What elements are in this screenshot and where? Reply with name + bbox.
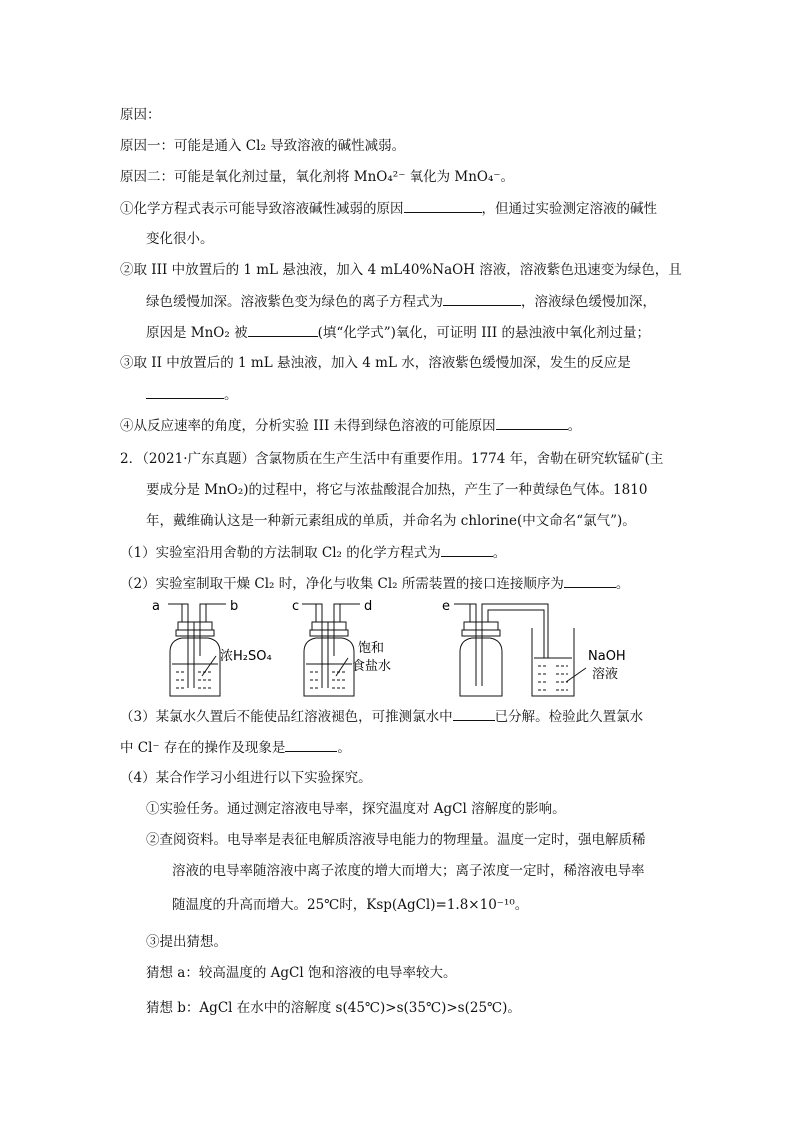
sub-question-3 [120,706,643,727]
hypothesis-b: 猜想 b：AgCl 在水中的溶解度 s(45℃)>s(35℃)>s(25℃)。 [146,1000,521,1016]
wash-bottle-brine [302,604,360,696]
sub-question-4-task: ①实验任务。通过测定溶液电导率，探究温度对 AgCl 溶解度的影响。 [146,801,566,817]
question-4-end: 。 [567,418,582,434]
problem-2-line-2: 要成分是 MnO₂)的过程中，将它与浓盐酸混合加热，产生了一种黄绿色气体。1810 [146,482,648,498]
sub-question-2-end: 。 [615,576,630,592]
sub-question-4-info: ②查阅资料。电导率是表征电解质溶液导电能力的物理量。温度一定时，强电解质稀 [146,832,646,848]
reason-one: 原因一：可能是通入 Cl₂ 导致溶液的碱性减弱。 [120,138,406,154]
brine-label-2: 食盐水 [352,659,392,674]
reason-two: 原因二：可能是氧化剂过量，氧化剂将 MnO₄²⁻ 氧化为 MnO₄⁻。 [120,169,515,185]
sub-question-3-end: 。 [337,740,351,756]
sub-question-4-hypothesis: ③提出猜想。 [146,934,227,950]
answer-blank[interactable] [404,198,482,213]
question-2-text-c: (填“化学式”)氧化，可证明 III 的悬浊液中氧化剂过量； [317,325,651,341]
hypothesis-a: 猜想 a：较高温度的 AgCl 饱和溶液的电导率较大。 [146,965,457,981]
sub-question-3-line-2 [120,737,351,758]
question-3-line: ③取 II 中放置后的 1 mL 悬浊液，加入 4 mL 水，溶液紫色缓慢加深，发生的反应是 [120,355,631,371]
naoh-label-2: 溶液 [592,667,619,682]
sub-question-1-end: 。 [492,545,507,561]
wash-bottle-h2so4 [168,604,226,696]
apparatus-diagram [146,596,666,706]
brine-label-1: 饱和 [358,641,385,656]
sub-question-1-text: （1）实验室沿用舍勒的方法制取 Cl₂ 的化学方程式为 [120,545,441,561]
sub-question-4-info-3: 随温度的升高而增大。25℃时，Ksp(AgCl)=1.8×10⁻¹⁰。 [172,897,529,913]
answer-blank[interactable] [496,415,568,430]
question-2-line: ②取 III 中放置后的 1 mL 悬浊液，加入 4 mL40%NaOH 溶液，溶液紫色迅速变为绿色，且 [120,262,682,278]
sub-question-1 [120,542,506,563]
question-2-text-b: 原因是 MnO₂ 被 [146,325,248,341]
question-1-line-2: 变化很小。 [146,231,214,247]
port-b-label: b [230,599,239,614]
sub-question-2 [120,573,629,594]
answer-blank[interactable] [285,737,337,752]
sub-question-4-info-2: 溶液的电导率随溶液中离子浓度的增大而增大；离子浓度一定时，稀溶液电导率 [172,863,645,879]
question-2-line-3 [146,322,650,343]
question-1-line [120,198,657,219]
answer-blank[interactable] [146,384,224,399]
reason-title: 原因： [120,107,161,123]
naoh-label-1: NaOH [588,649,626,664]
problem-2-line: 2．（2021·广东真题）含氯物质在生产生活中有重要作用。1774 年，舍勒在研究软锰矿(主 [120,451,664,467]
sub-question-2-text: （2）实验室制取干燥 Cl₂ 时，净化与收集 Cl₂ 所需装置的接口连接顺序为 [120,576,564,592]
port-d-label: d [364,599,373,614]
answer-blank[interactable] [248,322,318,337]
sub-question-4: （4）某合作学习小组进行以下实验探究。 [120,770,372,786]
question-4-text: ④从反应速率的角度，分析实验 III 未得到绿色溶液的可能原因 [120,418,496,434]
question-2-line-2 [146,291,656,312]
question-3-end: 。 [224,387,238,403]
question-3-line-2 [146,384,238,405]
port-c-label: c [292,599,300,614]
answer-blank[interactable] [564,573,616,588]
sub-question-3-text: （3）某氯水久置后不能使品红溶液褪色，可推测氯水中 [120,709,453,725]
question-1-text-cont: ，但通过实验测定溶液的碱性 [481,201,657,217]
question-2-text-cont: ，溶液绿色缓慢加深， [521,294,656,310]
port-e-label: e [442,599,450,614]
question-4-line [120,415,581,436]
gas-collection-bottle [454,604,548,696]
sub-question-3-text-b: 中 Cl⁻ 存在的操作及现象是 [120,740,286,756]
question-1-text: ①化学方程式表示可能导致溶液碱性减弱的原因 [120,201,404,217]
answer-blank[interactable] [443,291,521,306]
sub-question-3-cont: 已分解。检验此久置氯水 [494,709,644,725]
port-a-label: a [152,599,160,614]
answer-blank[interactable] [441,542,493,557]
problem-2-line-3: 年，戴维确认这是一种新元素组成的单质，并命名为 chlorine(中文命名“氯气”)。 [146,513,636,529]
answer-blank[interactable] [453,706,495,721]
question-2-text: 绿色缓慢加深。溶液紫色变为绿色的离子方程式为 [146,294,443,310]
h2so4-label: 浓H₂SO₄ [220,649,272,664]
naoh-beaker [532,628,574,696]
